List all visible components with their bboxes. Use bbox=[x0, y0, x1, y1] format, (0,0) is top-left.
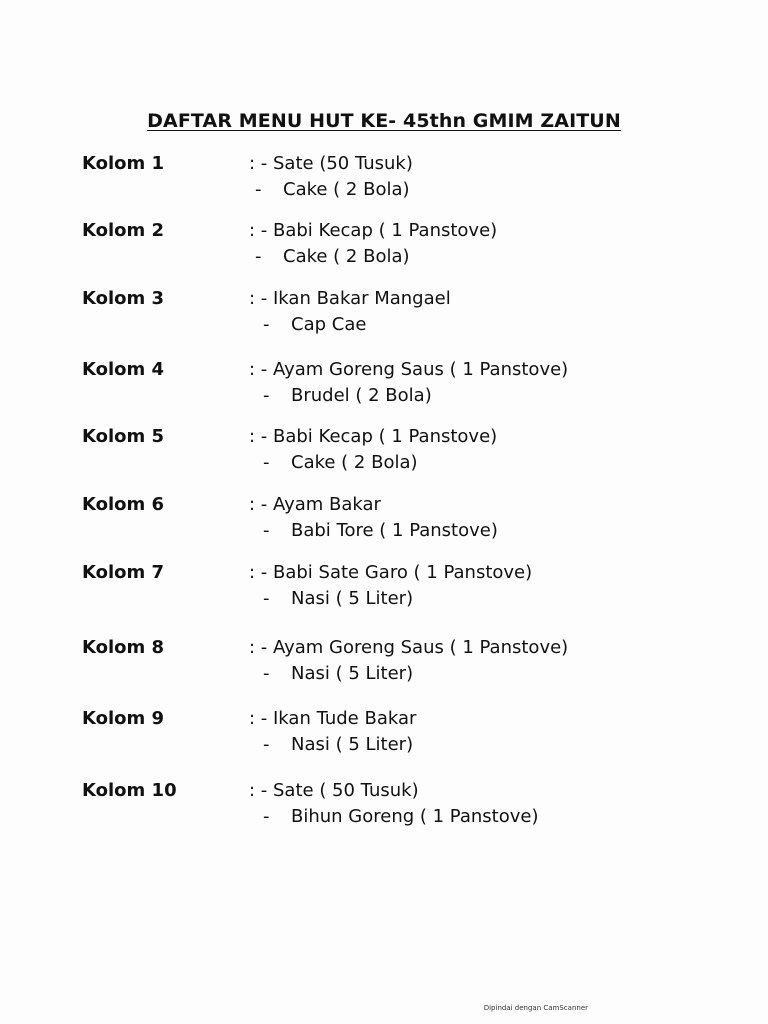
menu-row bbox=[82, 562, 722, 618]
dash-marker: - bbox=[263, 663, 270, 684]
row-item-secondary bbox=[263, 385, 432, 406]
row-item-secondary bbox=[263, 663, 413, 684]
dash-marker: - bbox=[263, 588, 270, 609]
row-label: Kolom 7 bbox=[82, 562, 165, 583]
dash-marker: - bbox=[263, 385, 270, 406]
row-item-secondary-text: Nasi ( 5 Liter) bbox=[291, 588, 414, 609]
row-item-secondary bbox=[263, 314, 366, 335]
row-item-secondary-text: Nasi ( 5 Liter) bbox=[291, 663, 414, 684]
row-item-secondary-text: Cap Cae bbox=[291, 314, 367, 335]
menu-row bbox=[82, 288, 722, 344]
document-title: DAFTAR MENU HUT KE- 45thn GMIM ZAITUN bbox=[147, 110, 621, 132]
row-item-primary: : - Sate (50 Tusuk) bbox=[249, 153, 413, 174]
row-item-secondary-text: Babi Tore ( 1 Panstove) bbox=[291, 520, 498, 541]
row-label: Kolom 10 bbox=[82, 780, 177, 801]
row-label: Kolom 5 bbox=[82, 426, 165, 447]
scanner-watermark: Dipindai dengan CamScanner bbox=[483, 1004, 588, 1012]
row-item-secondary bbox=[255, 246, 410, 267]
row-item-primary: : - Ayam Goreng Saus ( 1 Panstove) bbox=[249, 637, 569, 658]
row-item-secondary-text: Cake ( 2 Bola) bbox=[283, 246, 410, 267]
row-label: Kolom 1 bbox=[82, 153, 165, 174]
menu-row bbox=[82, 708, 722, 764]
row-item-secondary-text: Cake ( 2 Bola) bbox=[291, 452, 418, 473]
menu-row bbox=[82, 494, 722, 550]
row-item-secondary-text: Cake ( 2 Bola) bbox=[283, 179, 410, 200]
menu-row bbox=[82, 637, 722, 693]
row-item-primary: : - Ikan Tude Bakar bbox=[249, 708, 417, 729]
row-item-secondary bbox=[263, 734, 413, 755]
row-item-secondary bbox=[263, 520, 498, 541]
menu-row bbox=[82, 220, 722, 276]
row-label: Kolom 3 bbox=[82, 288, 165, 309]
dash-marker: - bbox=[263, 314, 270, 335]
row-item-secondary bbox=[263, 588, 413, 609]
row-label: Kolom 2 bbox=[82, 220, 165, 241]
menu-row bbox=[82, 359, 722, 415]
row-label: Kolom 9 bbox=[82, 708, 165, 729]
row-item-primary: : - Babi Sate Garo ( 1 Panstove) bbox=[249, 562, 533, 583]
row-label: Kolom 8 bbox=[82, 637, 165, 658]
row-item-primary: : - Babi Kecap ( 1 Panstove) bbox=[249, 426, 498, 447]
row-item-secondary bbox=[255, 179, 410, 200]
row-item-secondary-text: Brudel ( 2 Bola) bbox=[291, 385, 432, 406]
dash-marker: - bbox=[263, 806, 270, 827]
dash-marker: - bbox=[263, 734, 270, 755]
row-item-secondary bbox=[263, 806, 539, 827]
menu-row bbox=[82, 153, 722, 209]
dash-marker: - bbox=[255, 179, 262, 200]
dash-marker: - bbox=[263, 520, 270, 541]
row-item-primary: : - Ikan Bakar Mangael bbox=[249, 288, 451, 309]
row-item-primary: : - Babi Kecap ( 1 Panstove) bbox=[249, 220, 498, 241]
dash-marker: - bbox=[255, 246, 262, 267]
row-item-primary: : - Ayam Goreng Saus ( 1 Panstove) bbox=[249, 359, 569, 380]
row-label: Kolom 6 bbox=[82, 494, 165, 515]
row-item-primary: : - Sate ( 50 Tusuk) bbox=[249, 780, 419, 801]
row-item-secondary-text: Nasi ( 5 Liter) bbox=[291, 734, 414, 755]
row-item-secondary bbox=[263, 452, 418, 473]
row-item-secondary-text: Bihun Goreng ( 1 Panstove) bbox=[291, 806, 539, 827]
menu-row bbox=[82, 426, 722, 482]
row-item-primary: : - Ayam Bakar bbox=[249, 494, 381, 515]
menu-row bbox=[82, 780, 722, 836]
row-label: Kolom 4 bbox=[82, 359, 165, 380]
dash-marker: - bbox=[263, 452, 270, 473]
